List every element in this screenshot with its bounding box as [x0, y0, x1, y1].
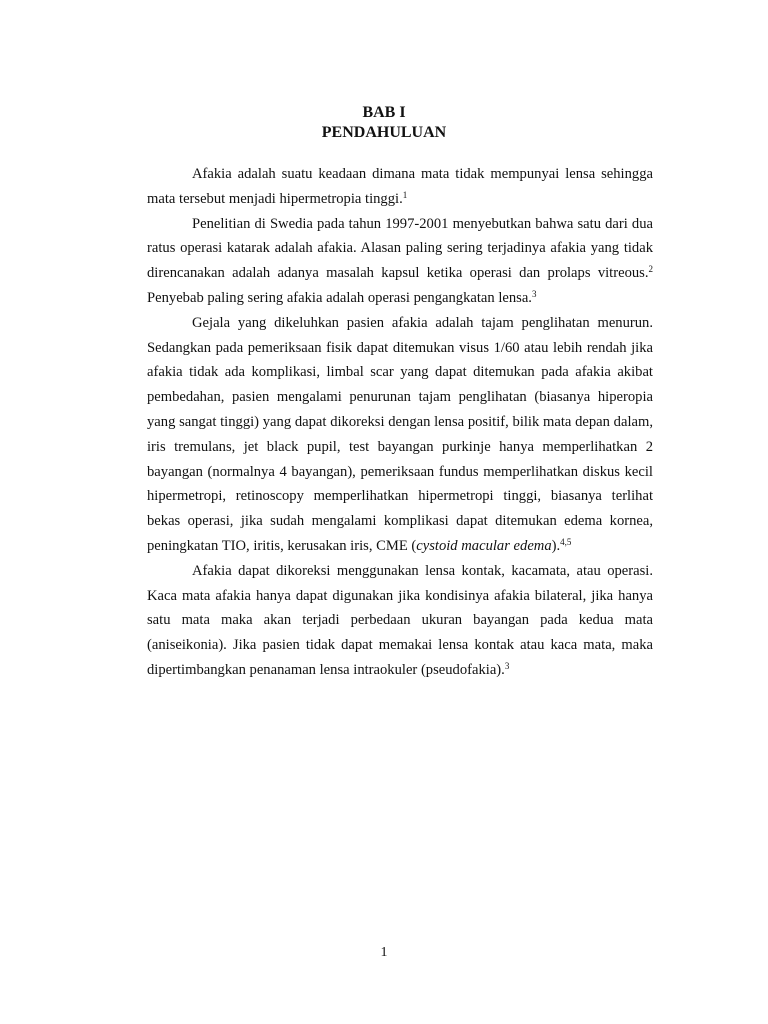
paragraph	[147, 212, 653, 311]
paragraph-text: Gejala yang dikeluhkan pasien afakia adalah tajam penglihatan menurun. Sedangkan pada pemeriksaan fisik dapat ditemukan visus 1/60 atau lebih rendah jika afakia tidak ada komplikasi, limbal scar yang dapat ditemukan pada afakia akibat pembedahan, pasien mengalami penurunan tajam penglihatan (biasanya hiperopia yang sangat tinggi) yang dapat dikoreksi dengan lensa positif, bilik mata depan dalam, iris tremulans, jet black pupil, test bayangan purkinje hanya memperlihatkan 2 bayangan (normalnya 4 bayangan), pemeriksaan fundus memperlihatkan diskus kecil hipermetropi, retinoscopy memperlihatkan hipermetropi tinggi, biasanya terlihat bekas operasi, jika sudah mengalami komplikasi dapat ditemukan edema kornea, peningkatan TIO, iritis, kerusakan iris, CME (	[147, 314, 653, 554]
paragraph-text: ).	[551, 537, 561, 554]
citation: 3	[531, 288, 537, 299]
paragraph	[147, 162, 653, 212]
paragraph	[147, 311, 653, 559]
italic-term: cystoid macular edema	[416, 537, 552, 554]
chapter-title: PENDAHULUAN	[321, 124, 447, 141]
paragraph-text: Afakia adalah suatu keadaan dimana mata tidak mempunyai lensa sehingga mata tersebut menjadi hipermetropia tinggi.	[147, 166, 653, 207]
citation: 3	[504, 660, 510, 671]
paragraph-text: Penyebab paling sering afakia adalah operasi pengangkatan lensa.	[147, 289, 532, 306]
chapter-number: BAB I	[362, 104, 406, 121]
paragraph	[147, 559, 653, 683]
citation: 1	[402, 189, 408, 200]
paragraph-text: Afakia dapat dikoreksi menggunakan lensa kontak, kacamata, atau operasi. Kaca mata afakia hanya dapat digunakan jika kondisinya afakia bilateral, jika hanya satu mata maka akan terjadi perbedaan ukuran bayangan pada kedua mata (aniseikonia). Jika pasien tidak dapat memakai lensa kontak atau kaca mata, maka dipertimbangkan penanaman lensa intraokuler (pseudofakia).	[147, 562, 653, 678]
citation: 2	[648, 264, 653, 275]
body-text	[147, 162, 653, 683]
paragraph-text: Penelitian di Swedia pada tahun 1997-2001 menyebutkan bahwa satu dari dua ratus operasi katarak adalah afakia. Alasan paling sering terjadinya afakia yang tidak direncanakan adalah adanya masalah kapsul ketika operasi dan prolaps vitreous.	[147, 215, 653, 282]
citation: 4,5	[560, 536, 572, 547]
page-number: 1	[380, 945, 388, 960]
